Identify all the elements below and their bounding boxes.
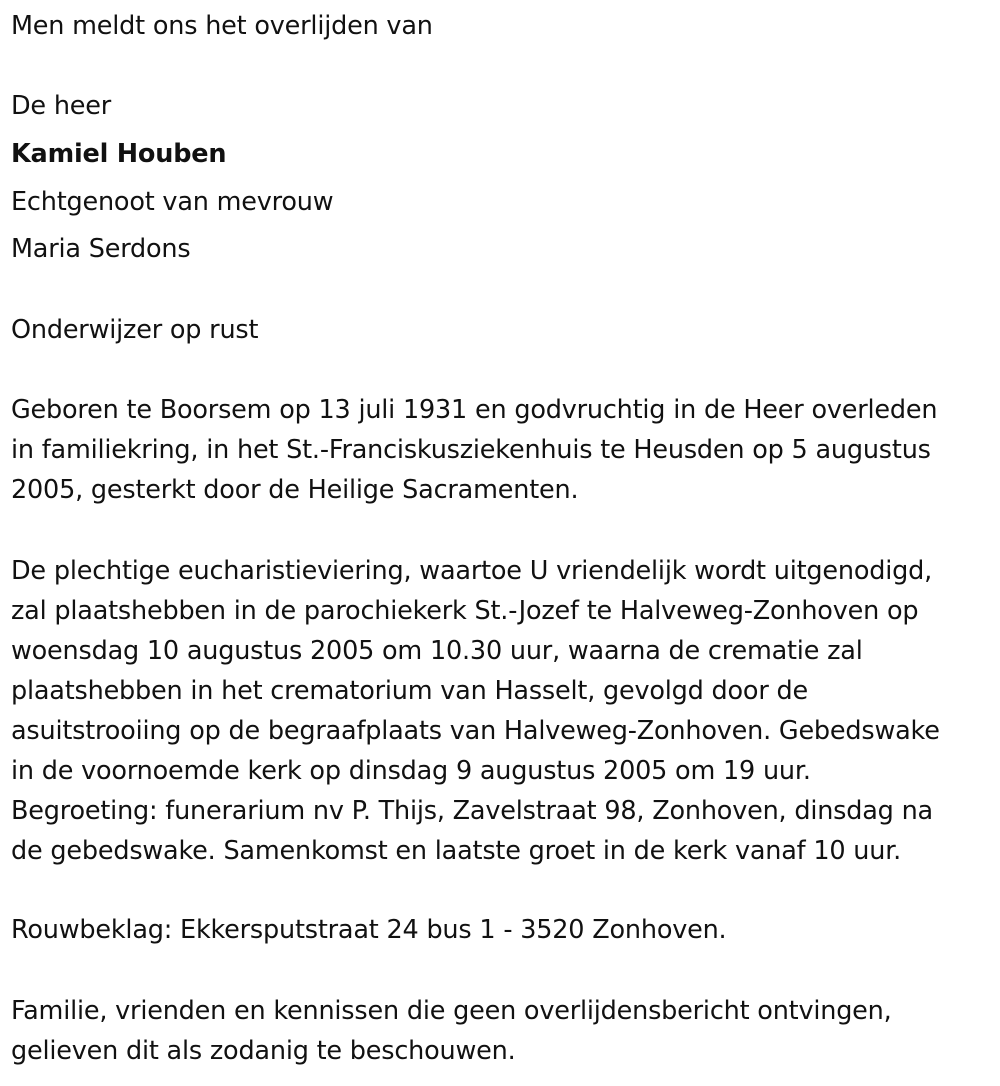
paragraph-line: Geboren te Boorsem op 13 juli 1931 en godvruchtig in de Heer overleden xyxy=(11,395,938,425)
ceremony-paragraph xyxy=(11,551,996,871)
intro-text: Men meldt ons het overlijden van xyxy=(11,11,433,41)
paragraph-line: asuitstrooiing op de begraafplaats van Halveweg-Zonhoven. Gebedswake xyxy=(11,716,940,746)
occupation: Onderwijzer op rust xyxy=(11,315,259,345)
paragraph-line: in de voornoemde kerk op dinsdag 9 augustus 2005 om 19 uur. xyxy=(11,756,811,786)
paragraph-line: Begroeting: funerarium nv P. Thijs, Zavelstraat 98, Zonhoven, dinsdag na xyxy=(11,796,933,826)
deceased-name: Kamiel Houben xyxy=(11,139,227,169)
paragraph-line: gelieven dit als zodanig te beschouwen. xyxy=(11,1036,516,1066)
paragraph-line: woensdag 10 augustus 2005 om 10.30 uur, waarna de crematie zal xyxy=(11,636,863,666)
spouse-label: Echtgenoot van mevrouw xyxy=(11,187,334,217)
salutation: De heer xyxy=(11,91,112,121)
paragraph-line: De plechtige eucharistieviering, waartoe U vriendelijk wordt uitgenodigd, xyxy=(11,556,932,586)
paragraph-line: zal plaatshebben in de parochiekerk St.-Jozef te Halveweg-Zonhoven op xyxy=(11,596,919,626)
condolence-address: Rouwbeklag: Ekkersputstraat 24 bus 1 - 3520 Zonhoven. xyxy=(11,915,727,945)
paragraph-line: de gebedswake. Samenkomst en laatste groet in de kerk vanaf 10 uur. xyxy=(11,836,902,866)
paragraph-line: in familiekring, in het St.-Franciskusziekenhuis te Heusden op 5 augustus xyxy=(11,435,931,465)
paragraph-line: plaatshebben in het crematorium van Hasselt, gevolgd door de xyxy=(11,676,808,706)
birth-death-paragraph xyxy=(11,390,996,510)
spouse-name: Maria Serdons xyxy=(11,234,191,264)
paragraph-line: Familie, vrienden en kennissen die geen overlijdensbericht ontvingen, xyxy=(11,996,892,1026)
paragraph-line: 2005, gesterkt door de Heilige Sacramenten. xyxy=(11,475,579,505)
closing-paragraph xyxy=(11,991,996,1071)
